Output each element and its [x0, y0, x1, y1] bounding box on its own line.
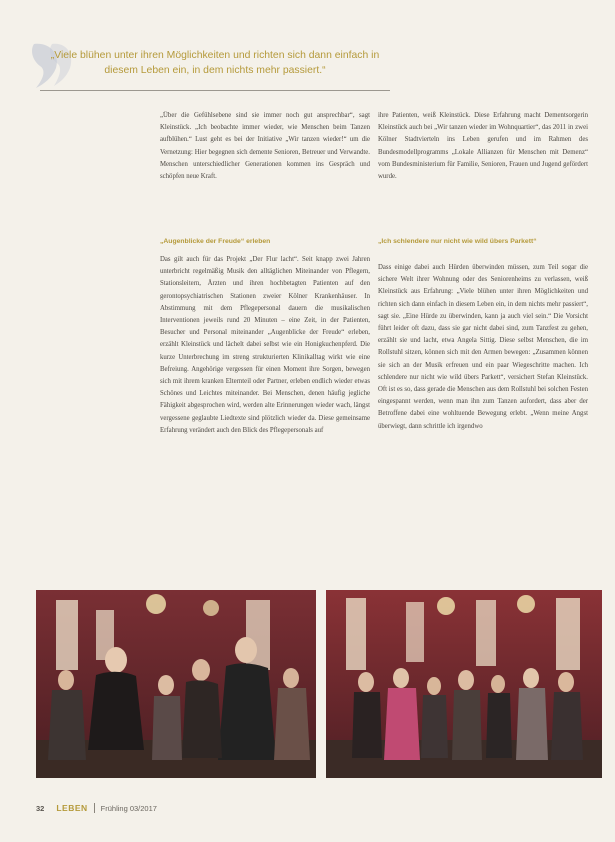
paragraph: Das gilt auch für das Projekt „Der Flur lacht“. Seit knapp zwei Jahren unterbricht regelmäßig Musik den alltäglichen Miteinander von Pflegern, Stationsleitern, Ärzten und ihren hochbetagten Patienten auf den gerontopsychiatrischen Stationen zweier Kölner Krankenhäuser. In Abstimmung mit dem Pflegepersonal dauern die musikalischen Interventionen jeweils rund 20 Minuten – eine Zeit, in der Patienten, Besucher und Personal miteinander „Augenblicke der Freude“ erleben, erzählt Kleinstück und lächelt dabei selbst wie ein Honigkuchenpferd. Die kurze Unterbrechung im streng strukturierten Klinikalltag wirkt wie eine Befreiung. Angehörige vergessen für einen Moment ihre Sorgen, bewegen sich mit ihrem kranken Elternteil oder Partner, erleben endlich wieder etwas Schönes und Leichtes miteinander. Bei Menschen, denen häufig jegliche Fähigkeit abgesprochen wird, werden alte Erinnerungen wieder wach, längst vergessene geglaubte Liedtexte sind plötzlich wieder da. Diese gemeinsame Erfahrung verändert auch den Blick des Pflegepersonals auf — [160, 256, 370, 434]
pull-quote: „Viele blühen unter ihren Möglichkeiten und richten sich dann einfach in diesem Leben ein, in dem nichts mehr passiert.“ — [50, 50, 380, 76]
page-number: 32 — [36, 803, 45, 813]
right-column-intro — [378, 110, 588, 183]
paragraph: Dass einige dabei auch Hürden überwinden müssen, zum Teil sogar die sichere Welt ihrer Wohnung oder des Seniorenheims zu verlassen, weiß Kleinstück aus Erfahrung: „Viele blühen unter ihren Möglichkeiten und richten sich dann einfach in diesem Leben ein, in dem nichts mehr passiert“, sagt sie. „Eine Hürde zu überwinden, kann ja auch viel sein.“ Die Vorsicht führt leider oft dazu, dass sie gar nicht dabei sind, zum Tanzfest zu gehen, erzählt sie und lacht, etwa Angela Sittig. Diese selbst Menschen, die im Rollstuhl sitzen, können sich mit den Armen bewegen: „Zusammen können sie sich an der Musik erfreuen und ein paar Wiegeschritte machen. Ich schlendere nur nicht wie wild übers Parkett“, versichert Stefan Kleinstück. Oft ist es so, dass gerade die Menschen aus dem Rollstuhl bei solchen Festen eingespannt werden, wenn man ihn zum Tanzen aufordert, dass aber der Betroffene dabei eine wohltuende Bewegung erlebt. „Wenn meine Angst überwiegt, dann schrittle ich irgendwo — [378, 264, 588, 430]
paragraph: „Über die Gefühlsebene sind sie immer noch gut ansprechbar“, sagt Kleinstück. „Ich beobachte immer wieder, wie Menschen beim Tanzen aufblühen.“ Lust geht es bei der Initiative „Wir tanzen wieder!“ um die Vernetzung: Hier begegnen sich demente Senioren, Betreuer und Verwandte. Menschen unterschiedlicher Generationen kommen ins Gespräch und schöpfen neue Kraft. — [160, 112, 370, 181]
photo-ballroom-crowd-icon — [326, 590, 602, 778]
photo-ballroom-crowd — [326, 590, 602, 778]
photo-dancing-couples — [36, 590, 316, 778]
right-subhead-block — [378, 236, 588, 247]
issue-label: Frühling 03/2017 — [100, 803, 157, 813]
left-column-intro — [160, 110, 370, 183]
photo-dancing-couples-icon — [36, 590, 316, 778]
magazine-name: LEBEN — [56, 803, 88, 813]
paragraph: ihre Patienten, weiß Kleinstück. Diese Erfahrung macht Dementsorgerin Kleinstück auch bei „Wir tanzen wieder im Wohnquartier“, das 2011 in zwei Kölner Stadtvierteln ins Leben gerufen und im Rahmen des Bundesmodellprogramms „Lokale Allianzen für Menschen mit Demenz“ vom Bundesministerium für Familie, Senioren, Frauen und Jugend gefördert wurde. — [378, 112, 588, 181]
subheading: „Augenblicke der Freude“ erleben — [160, 238, 271, 245]
footer-divider — [94, 803, 95, 813]
subheading: „Ich schlendere nur nicht wie wild übers Parkett“ — [378, 238, 537, 245]
divider — [40, 90, 390, 91]
right-column-body — [378, 262, 588, 433]
page-footer — [36, 800, 336, 816]
left-column-body — [160, 254, 370, 437]
left-subhead-block — [160, 236, 370, 247]
